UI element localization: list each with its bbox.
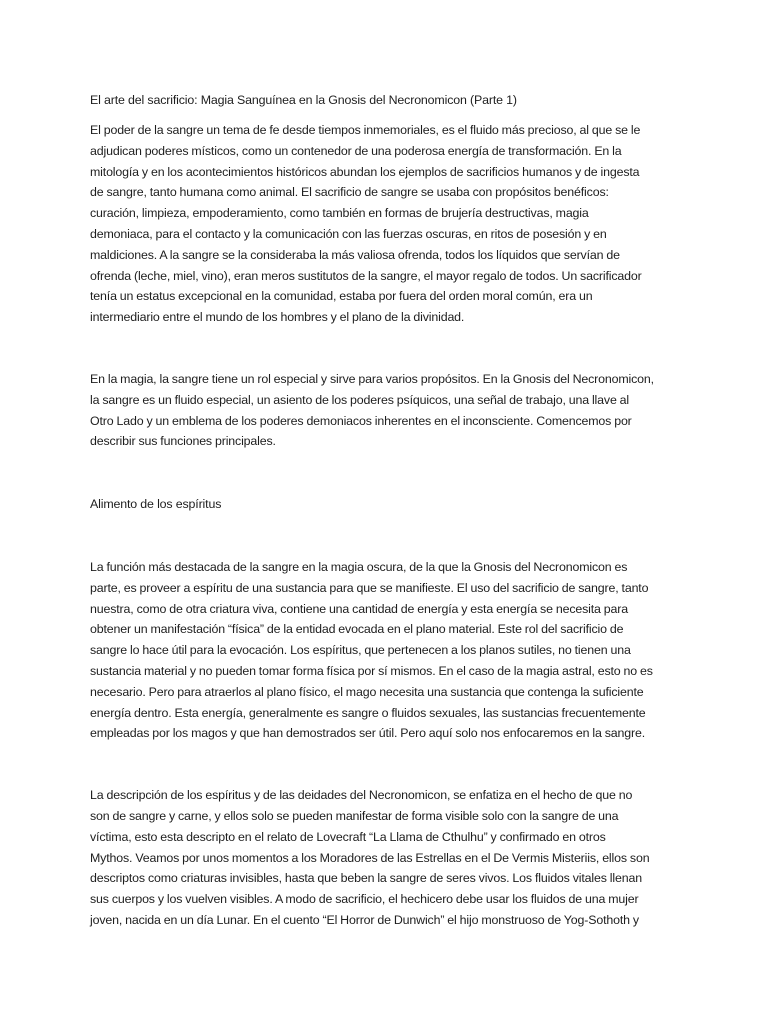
- text-line: la sangre es un fluido especial, un asiento de los poderes psíquicos, una señal de trabajo, una llave al: [90, 392, 630, 407]
- text-line: obtener un manifestación “física” de la entidad evocada en el plano material. Este rol del sacrificio de: [90, 622, 624, 637]
- text-line: describir sus funciones principales.: [90, 434, 276, 449]
- text-line: adjudican poderes místicos, como un contenedor de una poderosa energía de transformación. En la: [90, 143, 622, 158]
- text-line: El poder de la sangre un tema de fe desde tiempos inmemoriales, es el fluido más precioso, al que se le: [90, 123, 641, 137]
- paragraph-4: [90, 785, 688, 931]
- text-line: joven, nacida en un día Lunar. En el cuento “El Horror de Dunwich” el hijo monstruoso de Yog-Sothoth y: [90, 912, 639, 927]
- text-line: sustancia material y no pueden tomar forma física por sí mismos. En el caso de la magia astral, esto no es: [90, 663, 653, 678]
- text-line: ofrenda (leche, miel, vino), eran meros sustitutos de la sangre, el mayor regalo de todos. Un sacrificador: [90, 268, 642, 283]
- text-line: tenía un estatus excepcional en la comunidad, estaba por fuera del orden moral común, era un: [90, 289, 593, 304]
- text-line: En la magia, la sangre tiene un rol especial y sirve para varios propósitos. En la Gnosis del Necronomicon,: [90, 371, 654, 386]
- text-line: descriptos como criaturas invisibles, hasta que beben la sangre de seres vivos. Los fluidos vitales llenan: [90, 871, 642, 886]
- text-line: necesario. Pero para atraerlos al plano físico, el mago necesita una sustancia que contenga la suficiente: [90, 684, 644, 699]
- paragraph-3: [90, 557, 688, 744]
- section-heading: Alimento de los espíritus: [90, 497, 222, 512]
- text-line: maldiciones. A la sangre se la consideraba la más valiosa ofrenda, todos los líquidos que servían de: [90, 247, 620, 262]
- text-line: víctima, esto esta descripto en el relato de Lovecraft “La Llama de Cthulhu” y confirmado en otros: [90, 829, 606, 844]
- text-line: empleadas por los magos y que han demostrados ser útil. Pero aquí solo nos enfocaremos en la sangre.: [90, 726, 646, 741]
- text-line: de sangre, tanto humana como animal. El sacrificio de sangre se usaba con propósitos benéficos:: [90, 185, 609, 200]
- text-line: demoniaca, para el contacto y la comunicación con las fuerzas oscuras, en ritos de posesión y en: [90, 226, 607, 241]
- text-line: La descripción de los espíritus y de las deidades del Necronomicon, se enfatiza en el hecho de que no: [90, 788, 633, 803]
- paragraph-2: [90, 369, 688, 452]
- text-line: La función más destacada de la sangre en la magia oscura, de la que la Gnosis del Necronomicon es: [90, 559, 628, 574]
- text-line: curación, limpieza, empoderamiento, como también en formas de brujería destructivas, magia: [90, 206, 589, 221]
- text-line: intermediario entre el mundo de los hombres y el plano de la divinidad.: [90, 310, 465, 325]
- document-page: [90, 90, 688, 931]
- text-line: son de sangre y carne, y ellos solo se pueden manifestar de forma visible solo con la sangre de una: [90, 808, 619, 823]
- document-title: El arte del sacrificio: Magia Sanguínea en la Gnosis del Necronomicon (Parte 1): [90, 93, 517, 107]
- paragraph-1: [90, 120, 688, 328]
- text-line: parte, es proveer a espíritu de una sustancia para que se manifieste. El uso del sacrificio de sangre, tanto: [90, 580, 649, 595]
- text-line: mitología y en los acontecimientos históricos abundan los ejemplos de sacrificios humanos y de ingesta: [90, 164, 640, 179]
- text-line: Otro Lado y un emblema de los poderes demoniacos inherentes en el inconsciente. Comencemos por: [90, 413, 632, 428]
- text-line: sus cuerpos y los vuelven visibles. A modo de sacrificio, el hechicero debe usar los fluidos de una mujer: [90, 892, 639, 907]
- text-line: sangre lo hace útil para la evocación. Los espíritus, que pertenecen a los planos sutiles, no tienen una: [90, 643, 631, 658]
- text-line: energía dentro. Esta energía, generalmente es sangre o fluidos sexuales, las sustancias frecuentemente: [90, 705, 646, 720]
- text-line: Mythos. Veamos por unos momentos a los Moradores de las Estrellas en el De Vermis Misteriis, ellos son: [90, 850, 650, 865]
- text-line: nuestra, como de otra criatura viva, contiene una cantidad de energía y esta energía se necesita para: [90, 601, 628, 616]
